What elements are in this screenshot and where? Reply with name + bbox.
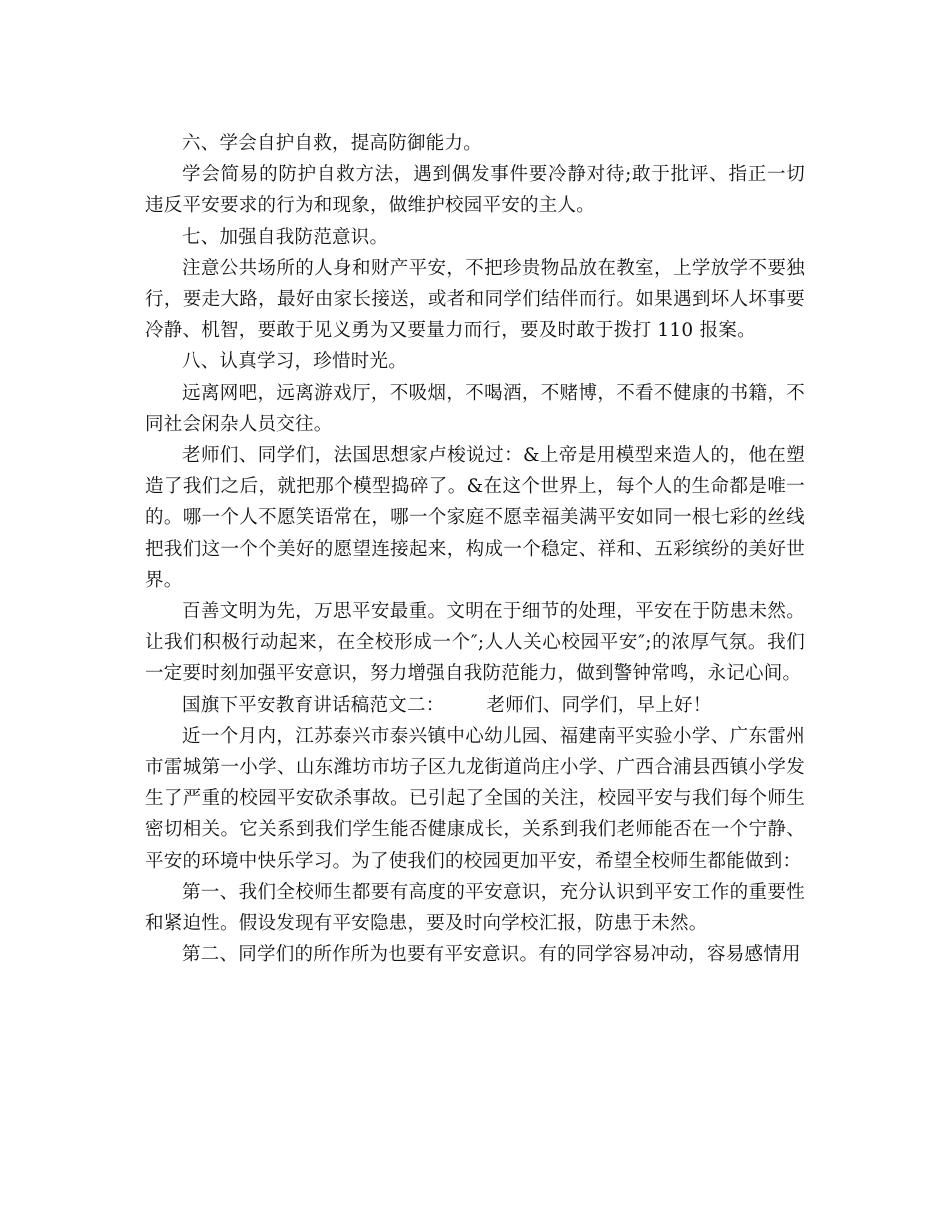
section-title: 国旗下平安教育讲话稿范文二：: [182, 694, 445, 716]
paragraph-rousseau-quote: 老师们、同学们，法国思想家卢梭说过：&上帝是用模型来造人的，他在塑造了我们之后，就把那个模型捣碎了。&在这个世界上，每个人的生命都是唯一的。哪一个人不愿笑语常在，哪一个家庭不愿幸福美满平安如同一根七彩的丝线把我们这一个个美好的愿望连接起来，构成一个稳定、祥和、五彩缤纷的美好世界。: [145, 445, 805, 591]
paragraph-stay-away: 远离网吧，远离游戏厅，不吸烟，不喝酒，不赌博，不看不健康的书籍，不同社会闲杂人员交往。: [145, 382, 805, 435]
section-heading-7: 七、加强自我防范意识。: [182, 226, 389, 248]
section-heading-6: 六、学会自护自救，提高防御能力。: [182, 133, 483, 154]
paragraph-second-point: 第二、同学们的所作所为也要有平安意识。有的同学容易冲动，容易感情用: [182, 944, 801, 966]
section-heading-8: 八、认真学习，珍惜时光。: [182, 351, 408, 373]
paragraph-first-point: 第一、我们全校师生都要有高度的平安意识，充分认识到平安工作的重要性和紧迫性。假设发现有平安隐患，要及时向学校汇报，防患于未然。: [145, 881, 805, 935]
paragraph-civility-safety: 百善文明为先，万思平安最重。文明在于细节的处理，平安在于防患未然。让我们积极行动起来，在全校形成一个″;人人关心校园平安″;的浓厚气氛。我们一定要时刻加强平安意识，努力增强自我防范能力，做到警钟常鸣，永记心间。: [145, 601, 805, 685]
greeting: 老师们、同学们，早上好！: [486, 694, 712, 716]
paragraph-self-protection: 注意公共场所的人身和财产平安，不把珍贵物品放在教室，上学放学不要独行，要走大路，最好由家长接送，或者和同学们结伴而行。如果遇到坏人坏事要冷静、机智，要敢于见义勇为又要量力而行，要及时敢于拨打 110 报案。: [145, 257, 805, 342]
paragraph-recent-incidents: 近一个月内，江苏泰兴市泰兴镇中心幼儿园、福建南平实验小学、广东雷州市雷城第一小学、山东潍坊市坊子区九龙街道尚庄小学、广西合浦县西镇小学发生了严重的校园平安砍杀事故。已引起了全国的关注，校园平安与我们每个师生密切相关。它关系到我们学生能否健康成长，关系到我们老师能否在一个宁静、平安的环境中快乐学习。为了使我们的校园更加平安，希望全校师生都能做到：: [145, 725, 805, 872]
paragraph-self-rescue: 学会简易的防护自救方法，遇到偶发事件要冷静对待;敢于批评、指正一切违反平安要求的行为和现象，做维护校园平安的主人。: [145, 164, 805, 217]
speech-two-title-line: [145, 690, 805, 721]
document-body: [145, 128, 805, 970]
